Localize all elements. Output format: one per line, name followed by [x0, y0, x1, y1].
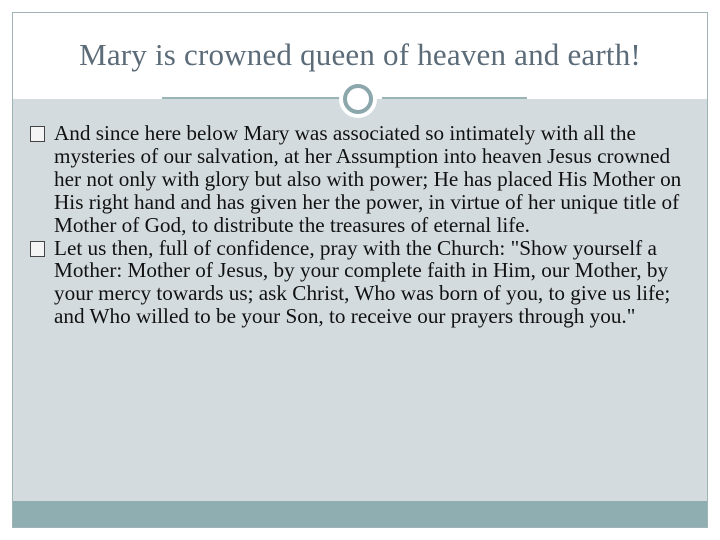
divider-right	[382, 97, 527, 99]
footer-bar	[13, 501, 707, 527]
bullet-box-icon	[30, 126, 45, 142]
bullet-list	[30, 122, 690, 328]
slide-title: Mary is crowned queen of heaven and earth!	[79, 37, 641, 72]
bullet-item	[30, 237, 690, 329]
circle-ornament-icon	[339, 80, 377, 118]
bullet-item	[30, 122, 690, 237]
circle-ornament-ring	[343, 84, 373, 114]
bullet-text: Let us then, full of confidence, pray with the Church: "Show yourself a Mother: Mother of Jesus, by your complete faith in Him, our Mother, by your mercy towards us; ask Christ, Who was born of you, to give us life; and Who willed to be your Son, to receive our prayers through you."	[54, 235, 671, 329]
bullet-box-icon	[30, 241, 45, 257]
bullet-text: And since here below Mary was associated so intimately with all the mysteries of our salvation, at her Assumption into heaven Jesus crowned her not only with glory but also with power; He has placed His Mother on His right hand and has given her the power, in virtue of her unique title of Mother of God, to distribute the treasures of eternal life.	[54, 121, 682, 237]
divider-left	[162, 97, 340, 99]
